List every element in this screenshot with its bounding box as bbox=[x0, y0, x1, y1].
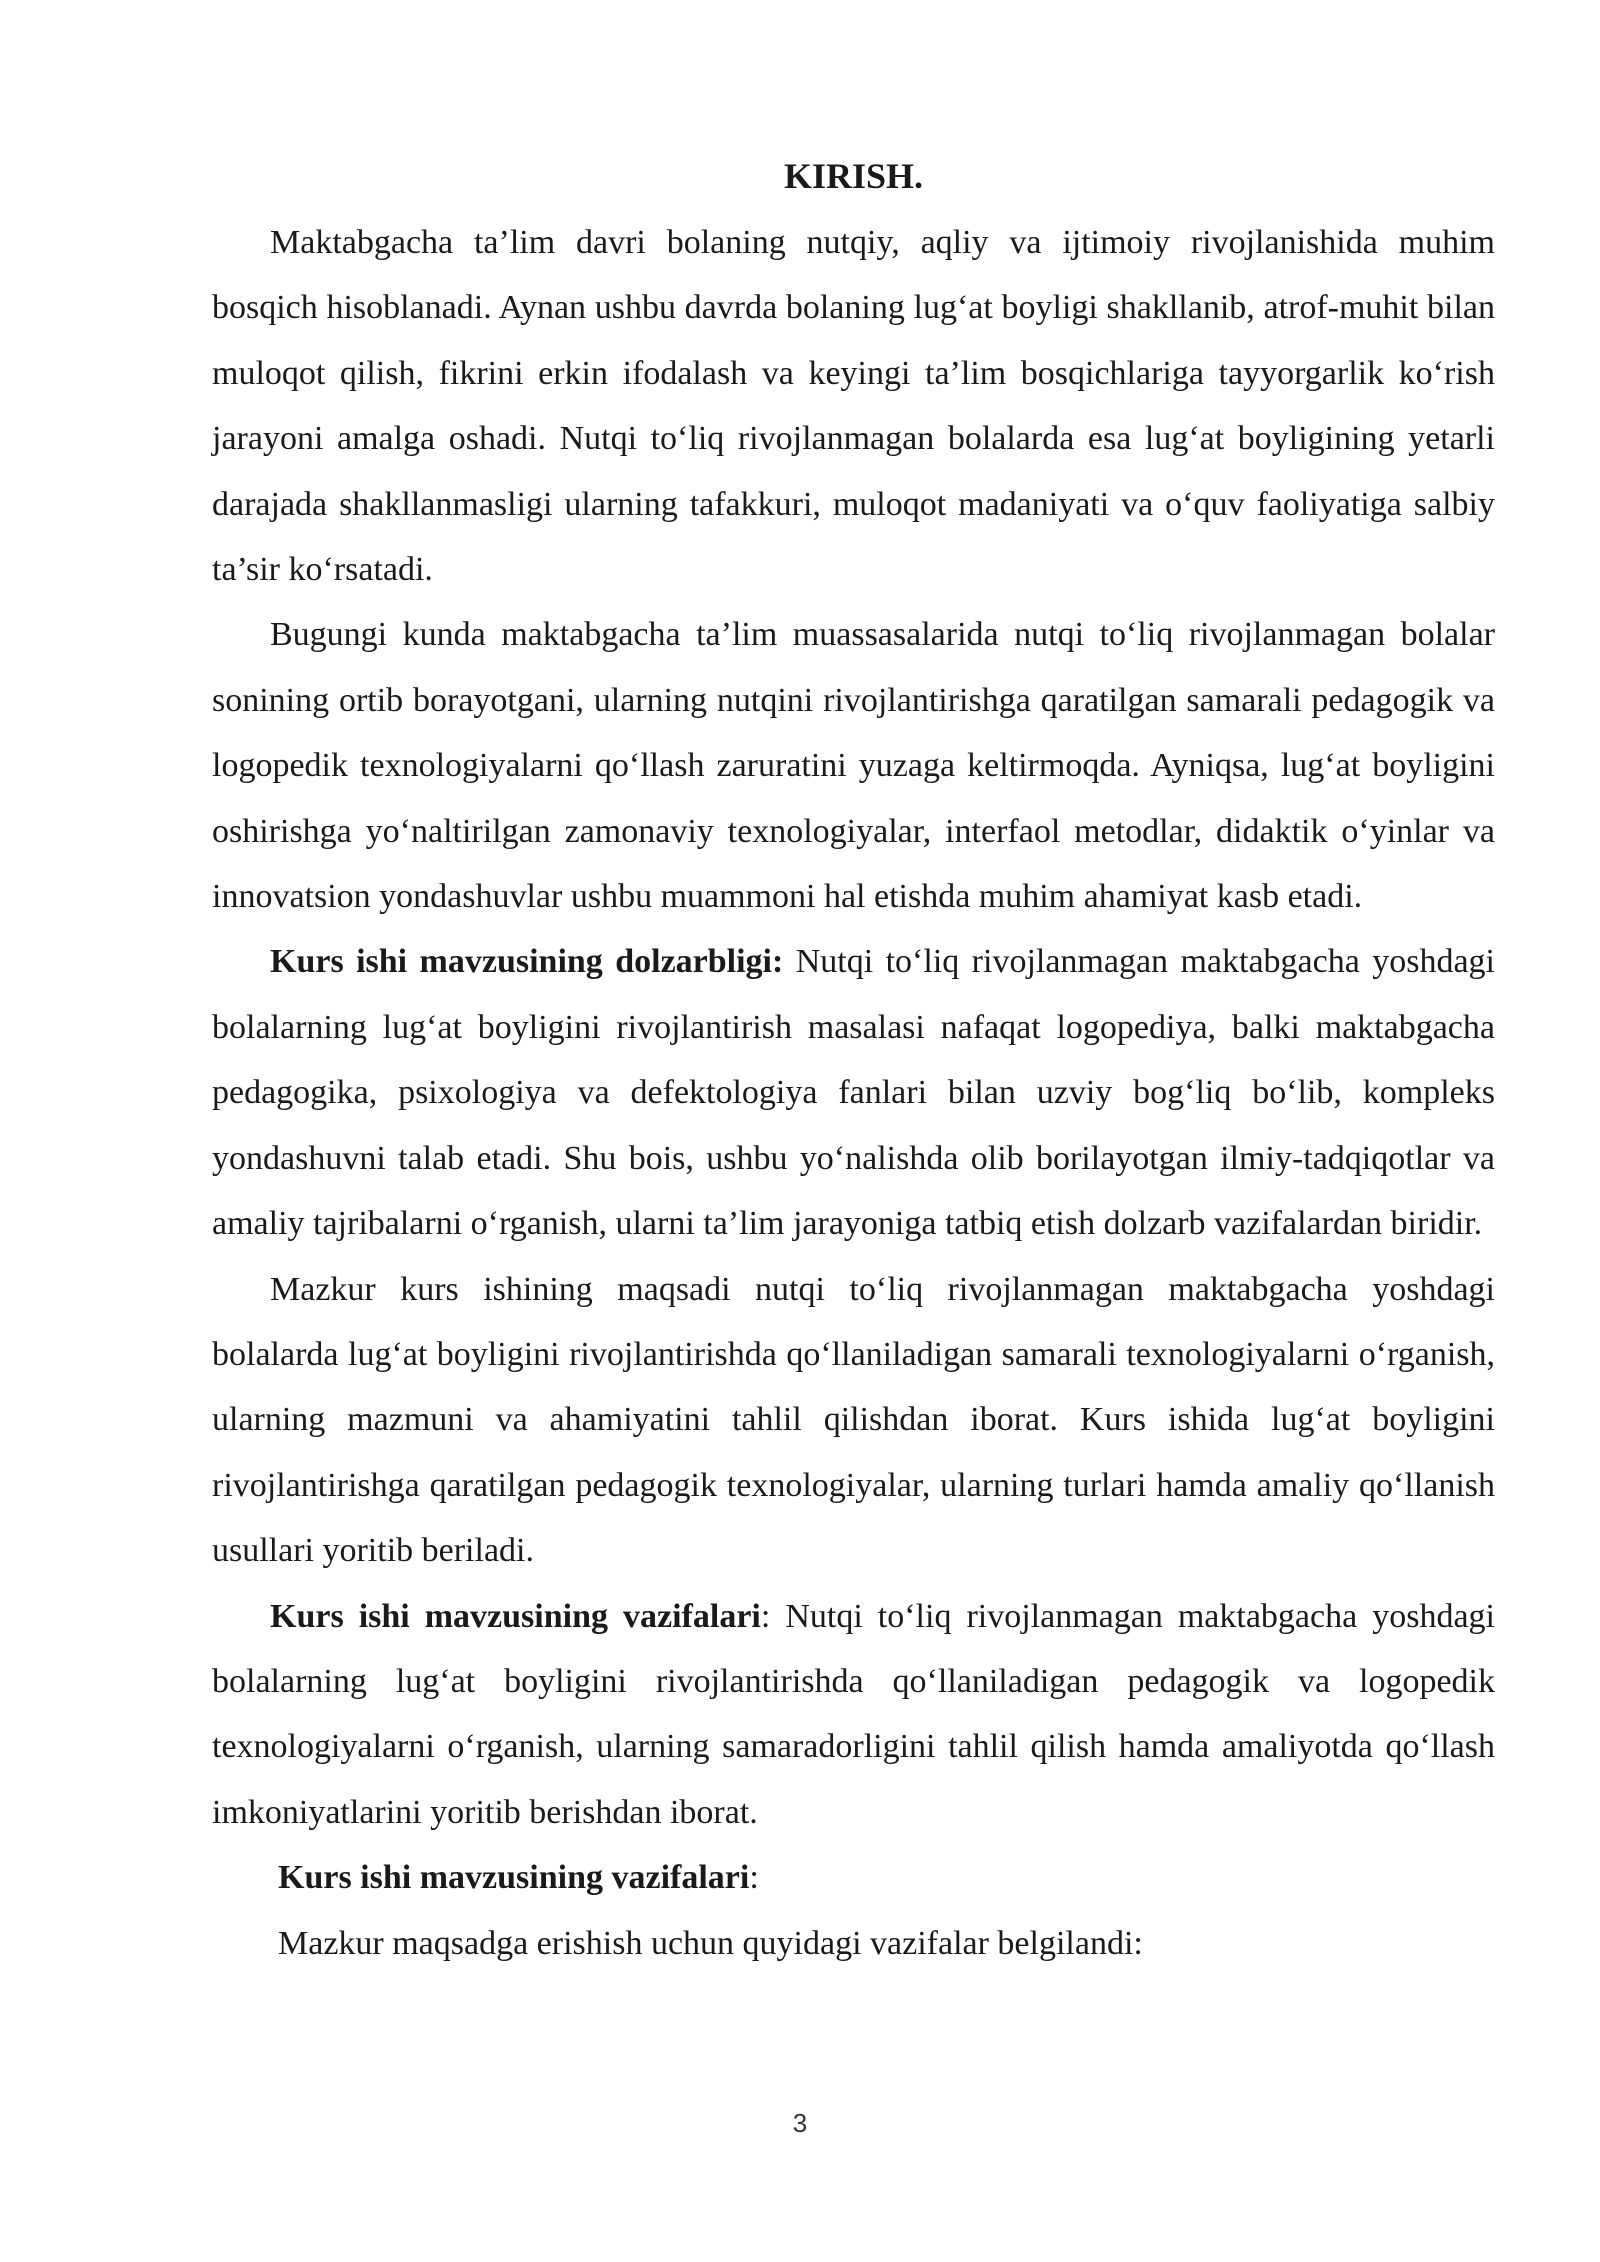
paragraph-text: Maktabgacha ta’lim davri bolaning nutqiy, aqliy va ijtimoiy rivojlanishida muhim bosqich hisoblanadi. Aynan ushbu davrda bolaning lug‘at boyligi shakllanib, atrof-muhit bilan muloqot qilish, fikrini erkin ifodalash va keyingi ta’lim bosqichlariga tayyorgarlik ko‘rish jarayoni amalga oshadi. Nutqi to‘liq rivojlanmagan bolalarda esa lug‘at boyligining yetarli darajada shakllanmasligi ularning tafakkuri, muloqot madaniyati va o‘quv faoliyatiga salbiy ta’sir ko‘rsatadi. bbox=[212, 224, 1495, 589]
paragraph-text: : Nutqi to‘liq rivojlanmagan maktabgacha yoshdagi bolalarning lug‘at boyligini rivojlantirishda qo‘llaniladigan pedagogik va logopedik texnologiyalarni o‘rganish, ularning samaradorligini tahlil qilish hamda amaliyotda qo‘llash imkoniyatlarini yoritib berishdan iborat. bbox=[212, 1597, 1495, 1831]
paragraph-current-state bbox=[212, 602, 1495, 929]
section-subheading bbox=[212, 1845, 1495, 1910]
paragraph-lead: Kurs ishi mavzusining dolzarbligi: bbox=[270, 943, 784, 981]
paragraph-text: Nutqi to‘liq rivojlanmagan maktabgacha yoshdagi bolalarning lug‘at boyligini rivojlantirish masalasi nafaqat logopediya, balki maktabgacha pedagogika, psixologiya va defektologiya fanlari bilan uzviy bog‘liq bo‘lib, kompleks yondashuvni talab etadi. Shu bois, ushbu yo‘nalishda olib borilayotgan ilmiy-tadqiqotlar va amaliy tajribalarni o‘rganish, ularni ta’lim jarayoniga tatbiq etish dolzarb vazifalardan biridir. bbox=[212, 943, 1495, 1243]
document-page bbox=[212, 148, 1495, 1976]
paragraph-text: Mazkur kurs ishining maqsadi nutqi to‘liq rivojlanmagan maktabgacha yoshdagi bolalarda lug‘at boyligini rivojlantirishda qo‘llaniladigan samarali texnologiyalarni o‘rganish, ularning mazmuni va ahamiyatini tahlil qilishdan iborat. Kurs ishida lug‘at boyligini rivojlantirishga qaratilgan pedagogik texnologiyalar, ularning turlari hamda amaliy qo‘llanish usullari yoritib beriladi. bbox=[212, 1270, 1495, 1570]
paragraph-lead: Kurs ishi mavzusining vazifalari bbox=[270, 1597, 761, 1635]
paragraph-intro bbox=[212, 210, 1495, 602]
paragraph-relevance bbox=[212, 929, 1495, 1256]
paragraph-goal bbox=[212, 1257, 1495, 1584]
paragraph-tasks bbox=[212, 1584, 1495, 1846]
paragraph-text: Bugungi kunda maktabgacha ta’lim muassasalarida nutqi to‘liq rivojlanmagan bolalar sonining ortib borayotgani, ularning nutqini rivojlantirishga qaratilgan samarali pedagogik va logopedik texnologiyalarni qo‘llash zaruratini yuzaga keltirmoqda. Ayniqsa, lug‘at boyligini oshirishga yo‘naltirilgan zamonaviy texnologiyalar, interfaol metodlar, didaktik o‘yinlar va innovatsion yondashuvlar ushbu muammoni hal etishda muhim ahamiyat kasb etadi. bbox=[212, 616, 1495, 916]
page-number: 3 bbox=[792, 2108, 808, 2138]
subheading-suffix: : bbox=[749, 1859, 759, 1897]
final-line: Mazkur maqsadga erishish uchun quyidagi vazifalar belgilandi: bbox=[278, 1924, 1143, 1962]
page-title: KIRISH. bbox=[783, 156, 924, 196]
subheading-text: Kurs ishi mavzusining vazifalari bbox=[278, 1859, 750, 1897]
